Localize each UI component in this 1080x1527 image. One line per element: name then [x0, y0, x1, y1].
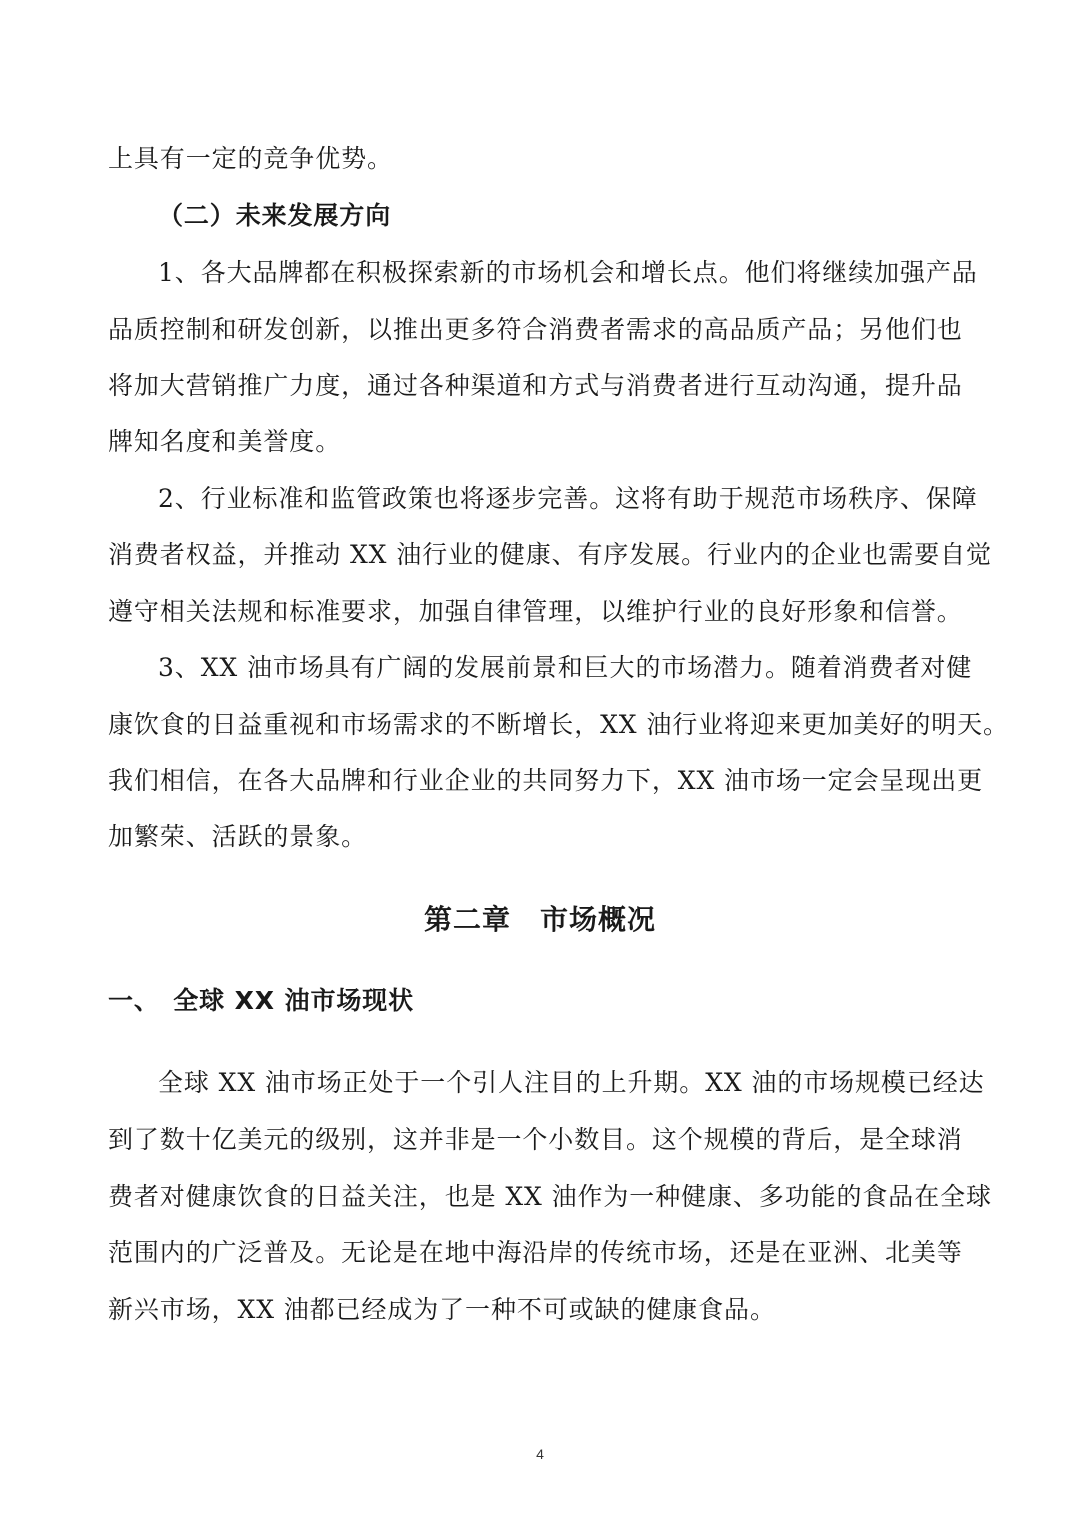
paragraph-line: 品质控制和研发创新，以推出更多符合消费者需求的高品质产品；另他们也 — [108, 315, 963, 344]
paragraph-line: 费者对健康饮食的日益关注，也是 XX 油作为一种健康、多功能的食品在全球 — [108, 1182, 992, 1211]
paragraph-line: 到了数十亿美元的级别，这并非是一个小数目。这个规模的背后，是全球消 — [108, 1125, 963, 1154]
paragraph-line: 康饮食的日益重视和市场需求的不断增长，XX 油行业将迎来更加美好的明天。 — [108, 710, 1009, 739]
page-number: 4 — [536, 1446, 544, 1462]
paragraph-line: 消费者权益，并推动 XX 油行业的健康、有序发展。行业内的企业也需要自觉 — [108, 540, 992, 569]
paragraph-line: 新兴市场，XX 油都已经成为了一种不可或缺的健康食品。 — [108, 1295, 776, 1324]
paragraph-line: 将加大营销推广力度，通过各种渠道和方式与消费者进行互动沟通，提升品 — [108, 371, 963, 400]
subheading-future-direction: （二）未来发展方向 — [158, 201, 392, 230]
paragraph-line: 1、各大品牌都在积极探索新的市场机会和增长点。他们将继续加强产品 — [158, 258, 978, 287]
paragraph-line: 范围内的广泛普及。无论是在地中海沿岸的传统市场，还是在亚洲、北美等 — [108, 1238, 963, 1267]
paragraph-line: 上具有一定的竞争优势。 — [108, 144, 393, 173]
paragraph-line: 全球 XX 油市场正处于一个引人注目的上升期。XX 油的市场规模已经达 — [158, 1068, 985, 1097]
paragraph-line: 牌知名度和美誉度。 — [108, 427, 342, 456]
paragraph-line: 我们相信，在各大品牌和行业企业的共同努力下，XX 油市场一定会呈现出更 — [108, 766, 984, 795]
paragraph-line: 3、XX 油市场具有广阔的发展前景和巨大的市场潜力。随着消费者对健 — [158, 653, 973, 682]
paragraph-line: 加繁荣、活跃的景象。 — [108, 822, 368, 851]
section-heading-global-market: 一、 全球 XX 油市场现状 — [108, 986, 415, 1015]
paragraph-line: 2、行业标准和监管政策也将逐步完善。这将有助于规范市场秩序、保障 — [158, 484, 978, 513]
chapter-title: 第二章 市场概况 — [423, 903, 656, 936]
paragraph-line: 遵守相关法规和标准要求，加强自律管理，以维护行业的良好形象和信誉。 — [108, 597, 963, 626]
